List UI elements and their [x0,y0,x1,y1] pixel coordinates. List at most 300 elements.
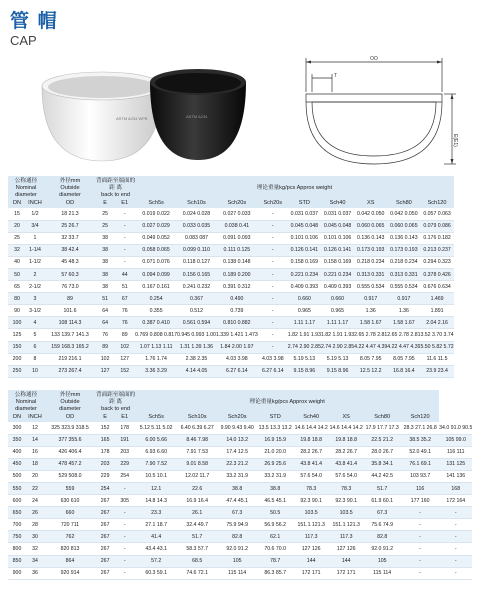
table-cell: 5 [26,329,44,341]
table-cell: - [114,531,135,543]
table-cell: 820 813 [44,543,96,555]
table-cell: 50.5 [257,507,293,519]
table-cell: - [114,543,135,555]
table-cell: 550 [8,482,26,494]
table-cell: - [114,232,135,244]
table-cell: 8 [26,353,44,365]
table-cell: 12.1 [135,482,177,494]
table-cell: 172 171 [329,567,363,579]
table-cell: 105 99.0 [439,434,472,446]
table-cell: 267 [96,555,114,567]
table-cell: 57.2 [135,555,177,567]
table-cell: 0.409 0.393 [321,281,354,293]
table-cell: 5.19 5.13 [321,353,354,365]
table-cell: 65 [8,281,26,293]
table-cell: - [258,305,288,317]
page-title-zh: 管 帽 [10,10,58,32]
table-cell: 254 [96,482,114,494]
table-cell: 78.7 [257,555,293,567]
table-cell: 6.27 6.14 [258,365,288,377]
table-cell: - [401,567,439,579]
od-dimension-label: OO [370,56,378,62]
table-cell: 43.8 41.4 [293,458,329,470]
table-cell: 325 323.9 318.5 [44,422,96,434]
table-cell: 38.8 [217,482,257,494]
table-cell: - [258,208,288,220]
table-cell: 165 [96,434,114,446]
table-cell: 102 [114,341,135,353]
table-cell: 1-1/2 [26,256,44,268]
table-cell: 51.7 [363,482,401,494]
table-cell: 17.9 17.7 17.3 [363,422,401,434]
table-row [8,519,472,531]
table-cell: 0.355 [135,305,177,317]
column-header: Sch5s [148,414,164,420]
column-header: Sch40 [303,414,320,420]
table-cell: 0.221 0.234 [288,268,321,280]
table-cell: 0.555 0.534 [354,281,387,293]
table-cell: 0.387 0.410 [135,317,177,329]
table-cell: 0.173 0.193 [354,244,387,256]
table-cell: - [439,507,472,519]
table-cell: 47.4 45.1 [217,495,257,507]
table-cell: 1.891 [420,305,453,317]
column-header: Sch40 [329,200,346,206]
column-header: Sch5s [148,200,164,206]
table-cell: 105 [217,555,257,567]
table-cell: 0.060 0.065 [354,220,387,232]
table-cell: 14.8 14.3 [135,495,177,507]
column-header: E [103,414,107,420]
table-row [8,458,472,470]
table-cell: 203 [114,446,135,458]
table-cell: 46.5 45.1 [257,495,293,507]
table-cell: 127 126 [329,543,363,555]
table-row [8,446,472,458]
table-cell: 116 111 [439,446,472,458]
table-cell: 267 [96,519,114,531]
table-cell: 108 114.3 [44,317,96,329]
table-cell: - [114,519,135,531]
table-cell: 1.84 2.00 1.97 [216,341,258,353]
table-row [8,543,472,555]
table-cell: 32 [26,543,44,555]
table-cell: 0.031 0.037 [288,208,321,220]
table-cell: 1.36 [354,305,387,317]
table-cell: 2.04 2.16 [420,317,453,329]
table-cell: - [114,244,135,256]
back-to-end-header: 背面距至端面的 距 离 back to end [96,178,136,198]
table-cell: - [258,293,288,305]
table-cell: 750 [8,531,26,543]
table-cell: 0.294 0.323 [420,256,453,268]
table-cell: 70.6 70.0 [257,543,293,555]
table-cell: 0.042 0.050 [354,208,387,220]
table-cell: 61.9 60.1 [363,495,401,507]
table-cell: 17.4 12.5 [217,446,257,458]
table-cell: 4.14 4.05 [177,365,216,377]
table-cell: 36 [26,567,44,579]
column-header: DN [12,414,22,420]
column-header: Sch10s [187,200,206,206]
table-cell: 219 216.1 [44,353,96,365]
table-row [8,507,472,519]
table-cell: 0.769 0.808 0.817 [135,329,177,341]
table-cell: 0.158 0.169 [321,256,354,268]
table-cell: 25 26.7 [44,220,96,232]
table-cell: 67.3 [217,507,257,519]
table-cell: - [258,220,288,232]
table-cell: 0.042 0.050 [387,208,420,220]
table-cell: 762 [44,531,96,543]
e-dimension-label: E(E1) [452,134,458,147]
table-cell: 38 [96,232,114,244]
table-cell: 38.5 35.2 [401,434,439,446]
table-cell: 144 [293,555,329,567]
table-cell: 178 [114,422,135,434]
table-cell: 267 [96,567,114,579]
table-cell: 0.156 0.165 [177,268,216,280]
weight-table-2 [8,390,472,580]
table-cell: 57.6 54.0 [293,470,329,482]
column-header: Sch20s [263,200,283,206]
table-cell: 1.58 1.67 [387,317,420,329]
table-cell: 141 136 [439,470,472,482]
table-cell: 32 33.7 [44,232,96,244]
table-cell: 5.12 5.11 5.02 [135,422,177,434]
table-cell: 0.033 0.035 [177,220,216,232]
table-cell: 16 [26,446,44,458]
t-dimension-label: T [334,73,338,79]
table-cell: 89 [96,341,114,353]
table-cell: 0.045 0.048 [321,220,354,232]
table-cell: 0.024 0.028 [177,208,216,220]
table-cell: 1.07 1.13 1.11 [135,341,177,353]
table-cell: 529 508.0 [44,470,96,482]
column-header: Sch20s [227,200,247,206]
table-cell: 92.0 91.2 [217,543,257,555]
table-cell: 700 [8,519,26,531]
table-cell: 254 [114,470,135,482]
table-cell: 20 [8,220,26,232]
table-cell: 1 [26,232,44,244]
table-cell: 6.40 6.39 6.27 [177,422,217,434]
table-cell: 850 [8,555,26,567]
table-cell: 720 711 [44,519,96,531]
table-cell: 0.136 0.143 [387,232,420,244]
table-cell: 630 610 [44,495,96,507]
table-cell: 127 [96,365,114,377]
table-cell: 100 [8,317,26,329]
table-cell: 75.6 74.9 [363,519,401,531]
approx-weight-header: 理论重量kg/pcs Approx weight [256,185,333,191]
table-cell: 16.9 16.4 [177,495,217,507]
table-cell: 25 [8,232,26,244]
table-cell: 56.9 56.2 [257,519,293,531]
table-cell: 9.90 9.43 9.40 [217,422,257,434]
table-cell: 115 114 [217,567,257,579]
table-cell: - [114,567,135,579]
table-cell: 0.367 [177,293,216,305]
table-cell: 0.158 0.169 [288,256,321,268]
table-cell: 103.5 [329,507,363,519]
table-cell: - [401,507,439,519]
nominal-diameter-header: 公称通径 Nominal diameter [14,392,38,412]
table-cell: 51.7 [177,531,217,543]
table-row [8,329,454,341]
table-cell: 24 [26,495,44,507]
table-cell: 0.490 [216,293,258,305]
table-cell: 1.76 1.74 [135,353,177,365]
table-cell: 172 171 [293,567,329,579]
table-cell: 7.90 7.52 [135,458,177,470]
table-cell: - [439,567,472,579]
table-cell: 32 [8,244,26,256]
table-cell: 2.65 2.78 2.81 [387,329,420,341]
table-cell: 45 48.3 [44,256,96,268]
table-cell: 0.254 [135,293,177,305]
table-cell: 25 [96,208,114,220]
table-cell: 80 [8,293,26,305]
column-header: INCH [28,414,42,420]
table-cell: 1.36 [387,305,420,317]
table-cell: 18 21.3 [44,208,96,220]
table-cell: 21.0 20.0 [257,446,293,458]
table-cell: 51 [96,293,114,305]
column-header: E [103,200,107,206]
column-header: XS [366,200,375,206]
table-cell: 3.52 3.70 3.74 [420,329,453,341]
table-cell: 8.05 7.95 [354,353,387,365]
table-cell: 28 [26,519,44,531]
table-cell: 267 [96,531,114,543]
table-cell: 0.126 0.141 [321,244,354,256]
table-cell: 7.91 7.53 [177,446,217,458]
table-cell: 64 [96,305,114,317]
table-cell: 1.82 1.91 1.93 [288,329,321,341]
table-cell: 0.049 0.052 [135,232,177,244]
table-cell: 4.22 4.47 4.39 [354,341,387,353]
table-cell: 51 [114,281,135,293]
table-cell: 44 [114,268,135,280]
table-cell: 0.079 0.086 [420,220,453,232]
table-cell: 0.038 0.41 [216,220,258,232]
table-cell: 89 [44,293,96,305]
table-cell: 0.965 [288,305,321,317]
table-cell: - [258,232,288,244]
table-cell: 0.391 0.312 [216,281,258,293]
table-cell: 40 [8,256,26,268]
table-cell: 43.4 43.1 [135,543,177,555]
table-cell: 9.15 8.96 [321,365,354,377]
table-cell: 52.0 49.1 [401,446,439,458]
table-cell: 0.810 0.882 [216,317,258,329]
table-cell: 6.27 6.14 [216,365,258,377]
table-cell: 4 [26,317,44,329]
table-cell: 18 [26,458,44,470]
table-cell: 76 73.0 [44,281,96,293]
table-row [8,281,454,293]
table-cell: 400 [8,446,26,458]
table-cell: 25 [96,220,114,232]
table-cell: - [439,519,472,531]
table-cell: 0.189 0.200 [216,268,258,280]
table-cell: 1/2 [26,208,44,220]
table-row [8,567,472,579]
table-cell: 12 [26,422,44,434]
table-cell: 38.8 [257,482,293,494]
table-cell: 33.2 31.9 [217,470,257,482]
table-cell: 0.213 0.237 [420,244,453,256]
table-cell: 1.11 1.17 [288,317,321,329]
page-title-en: CAP [10,33,37,48]
table-row [8,341,454,353]
table-cell: 0.241 0.232 [177,281,216,293]
table-cell: 177 160 [401,495,439,507]
table-cell: - [258,244,288,256]
table-cell: 14.0 13.2 [217,434,257,446]
table-cell: 11.6 11.5 [420,353,453,365]
table-row [8,256,454,268]
table-cell: 0.945 0.993 1.00 [177,329,216,341]
table-cell: 2.74 2.90 2.85 [321,341,354,353]
table-cell: 0.045 0.048 [288,220,321,232]
table-cell: 0.027 0.029 [135,220,177,232]
table-cell: 0.060 0.065 [387,220,420,232]
table-cell: 151.1 121.3 [293,519,329,531]
table-cell: 101.6 [44,305,96,317]
table-cell: 0.136 0.143 [354,232,387,244]
table-cell: 38 [96,281,114,293]
table-cell: 38 [96,256,114,268]
table-1-group-header [8,176,454,199]
table-cell: 0.739 [216,305,258,317]
table-cell: 44.2 42.5 [363,470,401,482]
table-cell: 78.3 [329,482,363,494]
table-cell: 0.101 0.106 [321,232,354,244]
column-header: XS [342,414,350,420]
table-row [8,470,472,482]
table-cell: 0.917 [354,293,387,305]
table-cell: 0.965 [321,305,354,317]
table-cell: 191 [114,434,135,446]
table-cell: 4.03 3.98 [258,353,288,365]
table-row [8,422,472,434]
table-cell: - [401,543,439,555]
table-cell: 28.3 27.1 26.8 [401,422,439,434]
approx-weight-header: 理论重量kg/pcs Approx weight [249,399,325,405]
table-cell: 305 [114,495,135,507]
table-cell: 200 [8,353,26,365]
table-cell: 4.22 4.47 4.39 [387,341,420,353]
table-cell: 229 [114,458,135,470]
table-cell: 41.4 [135,531,177,543]
table-row [8,317,454,329]
table-cell: 12.5 12.2 [354,365,387,377]
table-cell: 116 [401,482,439,494]
column-header: Sch120 [410,414,430,420]
table-cell: - [114,208,135,220]
table-cell: 267 [96,495,114,507]
black-cap-image [150,69,246,160]
table-cell: - [114,507,135,519]
table-cell: 0.094 0.099 [135,268,177,280]
table-row [8,353,454,365]
table-cell: 19.8 18.8 [329,434,363,446]
column-header: STD [298,200,310,206]
column-header: E1 [121,200,129,206]
table-cell: - [114,220,135,232]
table-cell: 57 60.3 [44,268,96,280]
table-row [8,208,454,220]
table-cell: 22 [26,482,44,494]
table-cell: 426 406.4 [44,446,96,458]
table-cell: 26 [26,507,44,519]
column-header: Sch80 [374,414,391,420]
table-cell: 78.3 [293,482,329,494]
table-cell: 28.2 26.7 [329,446,363,458]
table-cell: 38 [96,268,114,280]
outside-diameter-header: 外径mm Outside diameter [59,392,81,412]
table-row [8,268,454,280]
column-header: Sch120 [427,200,447,206]
table-cell: 800 [8,543,26,555]
table-cell: 35.8 34.1 [363,458,401,470]
table-cell: 16.8 16.4 [387,365,420,377]
table-cell: - [439,531,472,543]
table-row [8,305,454,317]
table-cell: 1-1/4 [26,244,44,256]
table-cell: 0.091 0.093 [216,232,258,244]
table-cell: 34 [26,555,44,567]
table-cell: 1.11 1.17 [321,317,354,329]
table-row [8,531,472,543]
table-cell: 920 914 [44,567,96,579]
table-cell: 75.9 94.9 [217,519,257,531]
table-2-group-header [8,390,472,413]
table-cell: 22.3 21.2 [217,458,257,470]
table-cell: 1.82 1.91 1.93 [321,329,354,341]
table-cell: 9.15 8.96 [288,365,321,377]
table-cell: 478 457.2 [44,458,96,470]
table-cell: 68.5 [177,555,217,567]
column-header: DN [12,200,22,206]
table-cell: 67 [114,293,135,305]
table-cell: 350 [8,434,26,446]
table-cell: 0.111 0.125 [216,244,258,256]
table-cell: - [258,341,288,353]
table-cell: 34.0 91.0 90.5 [439,422,472,434]
table-2-column-header [8,413,472,422]
table-cell: 133 139.7 141.3 [44,329,96,341]
table-cell: 26.9 25.6 [257,458,293,470]
white-cap-image [42,72,162,161]
table-cell: 57.6 54.0 [329,470,363,482]
table-cell: 500 [8,470,26,482]
table-cell: 0.218 0.234 [354,256,387,268]
table-cell: 152 [96,422,114,434]
table-cell: 12.02 11.7 [177,470,217,482]
table-cell: 650 [8,507,26,519]
table-row [8,434,472,446]
table-cell: 23.9 23.4 [420,365,453,377]
table-row [8,482,472,494]
table-cell: 0.126 0.141 [288,244,321,256]
table-cell: 127 126 [293,543,329,555]
table-cell: 0.512 [177,305,216,317]
outside-diameter-header: 外径mm Outside diameter [59,178,81,198]
white-cap-marking: ASTM A234 WPB [116,116,148,121]
